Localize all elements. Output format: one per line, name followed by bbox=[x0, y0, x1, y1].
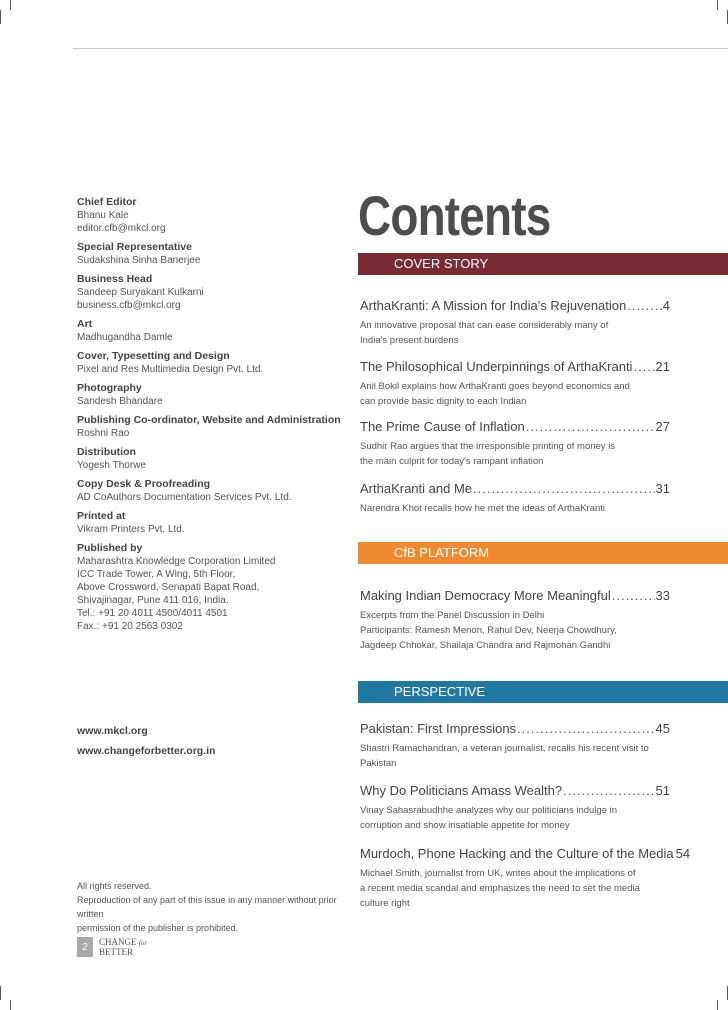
toc-entry-title-row bbox=[360, 481, 670, 497]
toc-entry[interactable] bbox=[360, 359, 670, 409]
credit-line: Madhugandha Damle bbox=[77, 332, 173, 343]
credit-block bbox=[77, 542, 347, 633]
toc-entry-page: 27 bbox=[655, 419, 670, 434]
description-line: Narendra Khot recalls how he met the ideas of ArthaKranti bbox=[360, 503, 606, 514]
credits-column bbox=[77, 196, 347, 639]
credit-line: business.cfb@mkcl.org bbox=[77, 300, 181, 311]
description-line: Vinay Sahasrabudhhe analyzes why our politicians indulge in bbox=[360, 805, 618, 816]
credit-block bbox=[77, 382, 347, 408]
description-line: Michael Smith, journalist from UK, writes about the implications of bbox=[360, 868, 636, 879]
toc-entry-title: Why Do Politicians Amass Wealth? bbox=[360, 783, 563, 798]
toc-entry-title-row bbox=[360, 298, 670, 314]
credit-line: Tel.: +91 20 4011 4500/4011 4501 bbox=[77, 608, 228, 619]
credit-line: ICC Trade Tower, A Wing, 5th Floor, bbox=[77, 569, 236, 580]
dot-leader bbox=[473, 481, 655, 497]
section-label: COVER STORY bbox=[394, 256, 489, 271]
toc-entry-title-row bbox=[360, 359, 670, 375]
credit-line: Fax.: +91 20 2563 0302 bbox=[77, 621, 183, 632]
credit-title: Publishing Co-ordinator, Website and Administration bbox=[77, 414, 341, 426]
dot-leader bbox=[526, 419, 655, 435]
credit-line: Sandeep Suryakant Kulkarni bbox=[77, 287, 204, 298]
toc-entry-page: 45 bbox=[655, 721, 670, 736]
credit-title: Distribution bbox=[77, 446, 136, 458]
toc-entry-description bbox=[360, 866, 670, 911]
toc-entry-description bbox=[360, 608, 670, 653]
credit-line: Bhanu Kale bbox=[77, 210, 129, 221]
description-line: the main culprit for today's rampant inflation bbox=[360, 456, 544, 467]
page-number: 2 bbox=[77, 937, 93, 957]
credit-line: AD CoAuthors Documentation Services Pvt. Ltd. bbox=[77, 492, 292, 503]
toc-entry-title: ArthaKranti: A Mission for India's Rejuvenation bbox=[360, 298, 627, 313]
dot-leader bbox=[633, 359, 654, 375]
credit-block bbox=[77, 510, 347, 536]
crop-mark bbox=[717, 1000, 718, 1010]
logo-text: BETTER bbox=[99, 946, 133, 957]
credit-line: editor.cfb@mkcl.org bbox=[77, 223, 166, 234]
description-line: culture right bbox=[360, 898, 410, 909]
logo-text: for bbox=[138, 938, 147, 947]
description-line: India's present burdens bbox=[360, 335, 459, 346]
toc-entry-title-row bbox=[360, 783, 670, 799]
credit-block bbox=[77, 478, 347, 504]
credit-block bbox=[77, 350, 347, 376]
toc-entry[interactable] bbox=[360, 419, 670, 469]
description-line: Jagdeep Chhokar, Shailaja Chandra and Rajmohan Gandhi bbox=[360, 640, 611, 651]
toc-entry-page: 4 bbox=[662, 298, 670, 313]
description-line: Anil Bokil explains how ArthaKranti goes beyond economics and bbox=[360, 381, 630, 392]
description-line: Shastri Ramachandran, a veteran journalist, recalls his recent visit to bbox=[360, 743, 649, 754]
section-band-cfb-platform bbox=[358, 542, 728, 564]
credit-block bbox=[77, 414, 347, 440]
rights-line: permission of the publisher is prohibited. bbox=[77, 923, 239, 933]
credit-line: Maharashtra Knowledge Corporation Limited bbox=[77, 556, 276, 567]
credit-line: Above Crossword, Senapati Bapat Road, bbox=[77, 582, 260, 593]
logo-text: CHANGE bbox=[99, 936, 137, 947]
credit-title: Photography bbox=[77, 382, 142, 394]
credit-block bbox=[77, 273, 347, 312]
credit-block bbox=[77, 318, 347, 344]
toc-entry-description bbox=[360, 318, 670, 348]
credit-title: Business Head bbox=[77, 273, 153, 285]
toc-entry-title-row bbox=[360, 588, 670, 604]
dot-leader bbox=[517, 721, 654, 737]
credit-line: Shivajinagar, Pune 411 016, India. bbox=[77, 595, 229, 606]
toc-entry-page: 31 bbox=[655, 481, 670, 496]
credit-line: Yogesh Thorwe bbox=[77, 460, 146, 471]
credit-line: Sandesh Bhandare bbox=[77, 396, 163, 407]
toc-entry[interactable] bbox=[360, 721, 670, 771]
top-rule bbox=[73, 48, 728, 49]
toc-entry-title-row bbox=[360, 721, 670, 737]
description-line: Participants: Ramesh Menon, Rahul Dev, Neerja Chowdhury, bbox=[360, 625, 617, 636]
toc-entry-title: The Prime Cause of Inflation bbox=[360, 419, 525, 434]
credit-block bbox=[77, 446, 347, 472]
credit-line: Vikram Printers Pvt. Ltd. bbox=[77, 524, 185, 535]
description-line: a recent media scandal and emphasizes the need to set the media bbox=[360, 883, 640, 894]
credit-title: Published by bbox=[77, 542, 143, 554]
crop-mark bbox=[10, 1000, 11, 1010]
rights-notice bbox=[77, 879, 352, 935]
toc-entry-page: 21 bbox=[655, 359, 670, 374]
rights-line: All rights reserved. bbox=[77, 881, 152, 891]
section-band-cover-story bbox=[358, 253, 728, 275]
dot-leader bbox=[612, 588, 655, 604]
toc-entry-title: Pakistan: First Impressions bbox=[360, 721, 517, 736]
toc-entry[interactable] bbox=[360, 588, 670, 653]
section-label: CfB PLATFORM bbox=[394, 545, 490, 560]
toc-entry-title: The Philosophical Underpinnings of ArthaKranti bbox=[360, 359, 633, 374]
description-line: Sudhir Rao argues that the irresponsible printing of money is bbox=[360, 441, 616, 452]
toc-entry-title: ArthaKranti and Me bbox=[360, 481, 473, 496]
credit-title: Art bbox=[77, 318, 93, 330]
toc-entry[interactable] bbox=[360, 298, 670, 348]
toc-entry-description bbox=[360, 439, 670, 469]
toc-entry-title-row bbox=[360, 846, 691, 862]
credit-block bbox=[77, 196, 347, 235]
website-link[interactable]: www.mkcl.org bbox=[77, 725, 148, 737]
toc-entry-description bbox=[360, 803, 670, 833]
crop-mark bbox=[10, 0, 11, 10]
toc-entry-description bbox=[360, 379, 670, 409]
description-line: Excerpts from the Panel Discussion in Delhi bbox=[360, 610, 545, 621]
change-for-better-logo bbox=[99, 938, 147, 957]
dot-leader bbox=[627, 298, 662, 314]
crop-mark bbox=[717, 0, 718, 10]
page-footer bbox=[77, 936, 147, 958]
toc-entry-description bbox=[360, 741, 670, 771]
toc-entry-page: 33 bbox=[655, 588, 670, 603]
description-line: Pakistan bbox=[360, 758, 397, 769]
toc-entry-title: Murdoch, Phone Hacking and the Culture of the Media bbox=[360, 846, 674, 861]
website-link[interactable]: www.changeforbetter.org.in bbox=[77, 745, 216, 757]
page-title: Contents bbox=[358, 184, 551, 247]
toc-entry[interactable] bbox=[360, 481, 670, 516]
toc-entry[interactable] bbox=[360, 846, 691, 911]
credit-title: Special Representative bbox=[77, 241, 192, 253]
toc-entry-page: 51 bbox=[655, 783, 670, 798]
credit-line: Sudakshina Sinha Banerjee bbox=[77, 255, 201, 266]
toc-entry-page: 54 bbox=[675, 846, 691, 861]
section-label: PERSPECTIVE bbox=[394, 684, 486, 699]
description-line: An innovative proposal that can ease considerably many of bbox=[360, 320, 609, 331]
credit-title: Printed at bbox=[77, 510, 126, 522]
rights-line: Reproduction of any part of this issue in any manner without prior written bbox=[77, 895, 337, 919]
credit-line: Roshni Rao bbox=[77, 428, 130, 439]
toc-entry-title-row bbox=[360, 419, 670, 435]
credit-title: Cover, Typesetting and Design bbox=[77, 350, 230, 362]
toc-entry-title: Making Indian Democracy More Meaningful bbox=[360, 588, 611, 603]
toc-entry-description bbox=[360, 501, 670, 516]
description-line: can provide basic dignity to each Indian bbox=[360, 396, 527, 407]
credit-line: Pixel and Res Multimedia Design Pvt. Ltd. bbox=[77, 364, 264, 375]
crop-mark bbox=[0, 10, 1, 24]
dot-leader bbox=[563, 783, 654, 799]
description-line: corruption and show insatiable appetite for money bbox=[360, 820, 570, 831]
toc-entry[interactable] bbox=[360, 783, 670, 833]
credit-block bbox=[77, 241, 347, 267]
crop-mark bbox=[0, 986, 1, 1000]
credit-title: Chief Editor bbox=[77, 196, 137, 208]
section-band-perspective bbox=[358, 681, 728, 703]
credit-title: Copy Desk & Proofreading bbox=[77, 478, 211, 490]
